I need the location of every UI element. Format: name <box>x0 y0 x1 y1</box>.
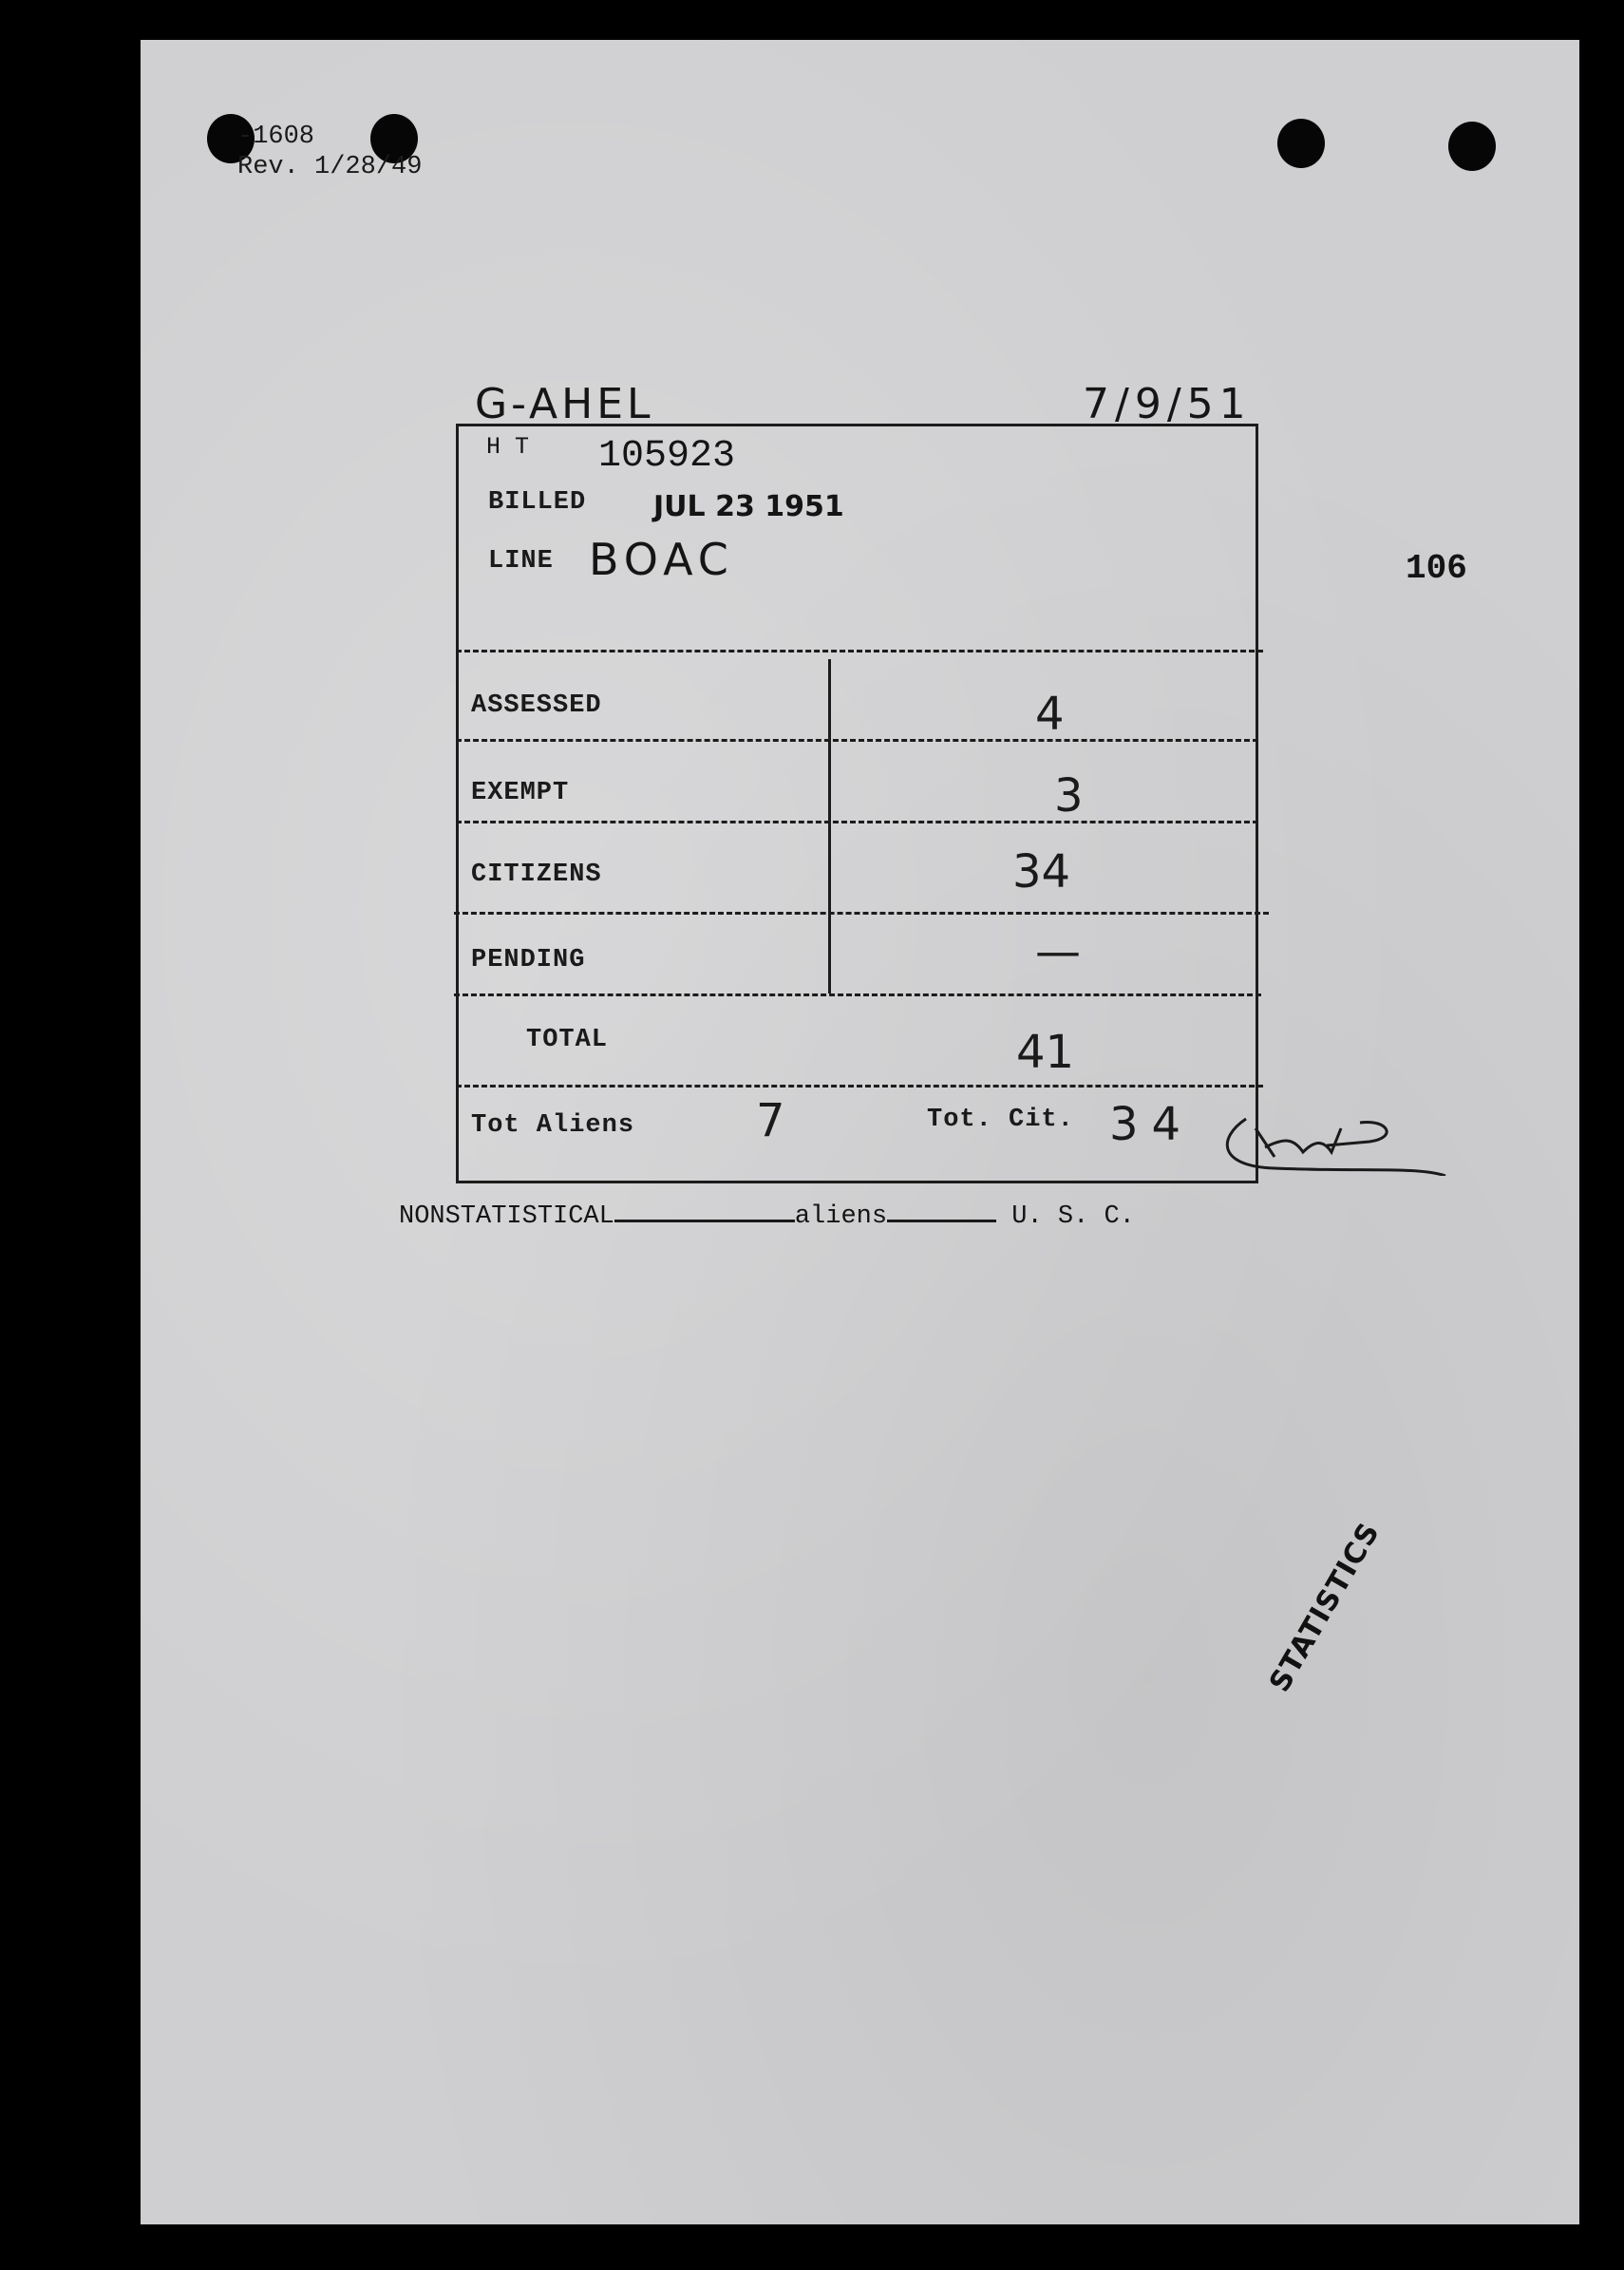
statistics-stamp: STATISTICS <box>1263 1517 1388 1698</box>
divider <box>456 739 1258 742</box>
billed-stamp: JUL 23 1951 <box>653 490 844 523</box>
initials-signature <box>1218 1109 1455 1176</box>
line-label: LINE <box>488 547 554 576</box>
ht-label: H T <box>486 433 530 461</box>
row-label-pending: PENDING <box>471 946 586 974</box>
row-value-exempt: 3 <box>1054 769 1084 823</box>
tot-cit-value: 34 <box>1109 1098 1195 1151</box>
total-value: 41 <box>1016 1026 1075 1079</box>
punch-hole <box>1448 122 1496 171</box>
row-value-pending: — <box>1035 925 1081 978</box>
aliens-blank <box>887 1199 996 1222</box>
record-box <box>456 424 1258 1183</box>
usc-label: U. S. C. <box>1011 1202 1135 1231</box>
punch-hole <box>1277 119 1325 168</box>
nonstatistical-line <box>399 1199 1135 1231</box>
nonstatistical-blank <box>614 1199 795 1222</box>
flight-date: 7/9/51 <box>1083 380 1252 428</box>
total-label: TOTAL <box>526 1026 609 1054</box>
flight-registration: G-AHEL <box>475 380 654 428</box>
page-number: 106 <box>1406 549 1467 588</box>
row-label-exempt: EXEMPT <box>471 779 570 807</box>
divider <box>456 650 1263 653</box>
nonstatistical-label: NONSTATISTICAL <box>399 1202 614 1231</box>
form-number-block <box>237 122 422 182</box>
divider <box>454 912 1269 915</box>
row-label-assessed: ASSESSED <box>471 691 602 720</box>
row-value-assessed: 4 <box>1035 688 1065 741</box>
divider <box>454 993 1261 996</box>
billed-label: BILLED <box>488 488 587 517</box>
divider <box>456 1085 1263 1088</box>
tot-cit-label: Tot. Cit. <box>927 1106 1074 1134</box>
tot-aliens-value: 7 <box>756 1094 785 1147</box>
column-divider <box>828 659 831 993</box>
form-revision: Rev. 1/28/49 <box>237 153 423 181</box>
form-number: -1608 <box>237 123 315 151</box>
row-value-citizens: 34 <box>1012 845 1071 899</box>
ht-number: 105923 <box>598 435 736 478</box>
line-value: BOAC <box>589 534 734 585</box>
aliens-label: aliens <box>794 1202 888 1231</box>
divider <box>456 821 1258 823</box>
row-label-citizens: CITIZENS <box>471 861 602 889</box>
tot-aliens-label: Tot Aliens <box>471 1111 635 1140</box>
